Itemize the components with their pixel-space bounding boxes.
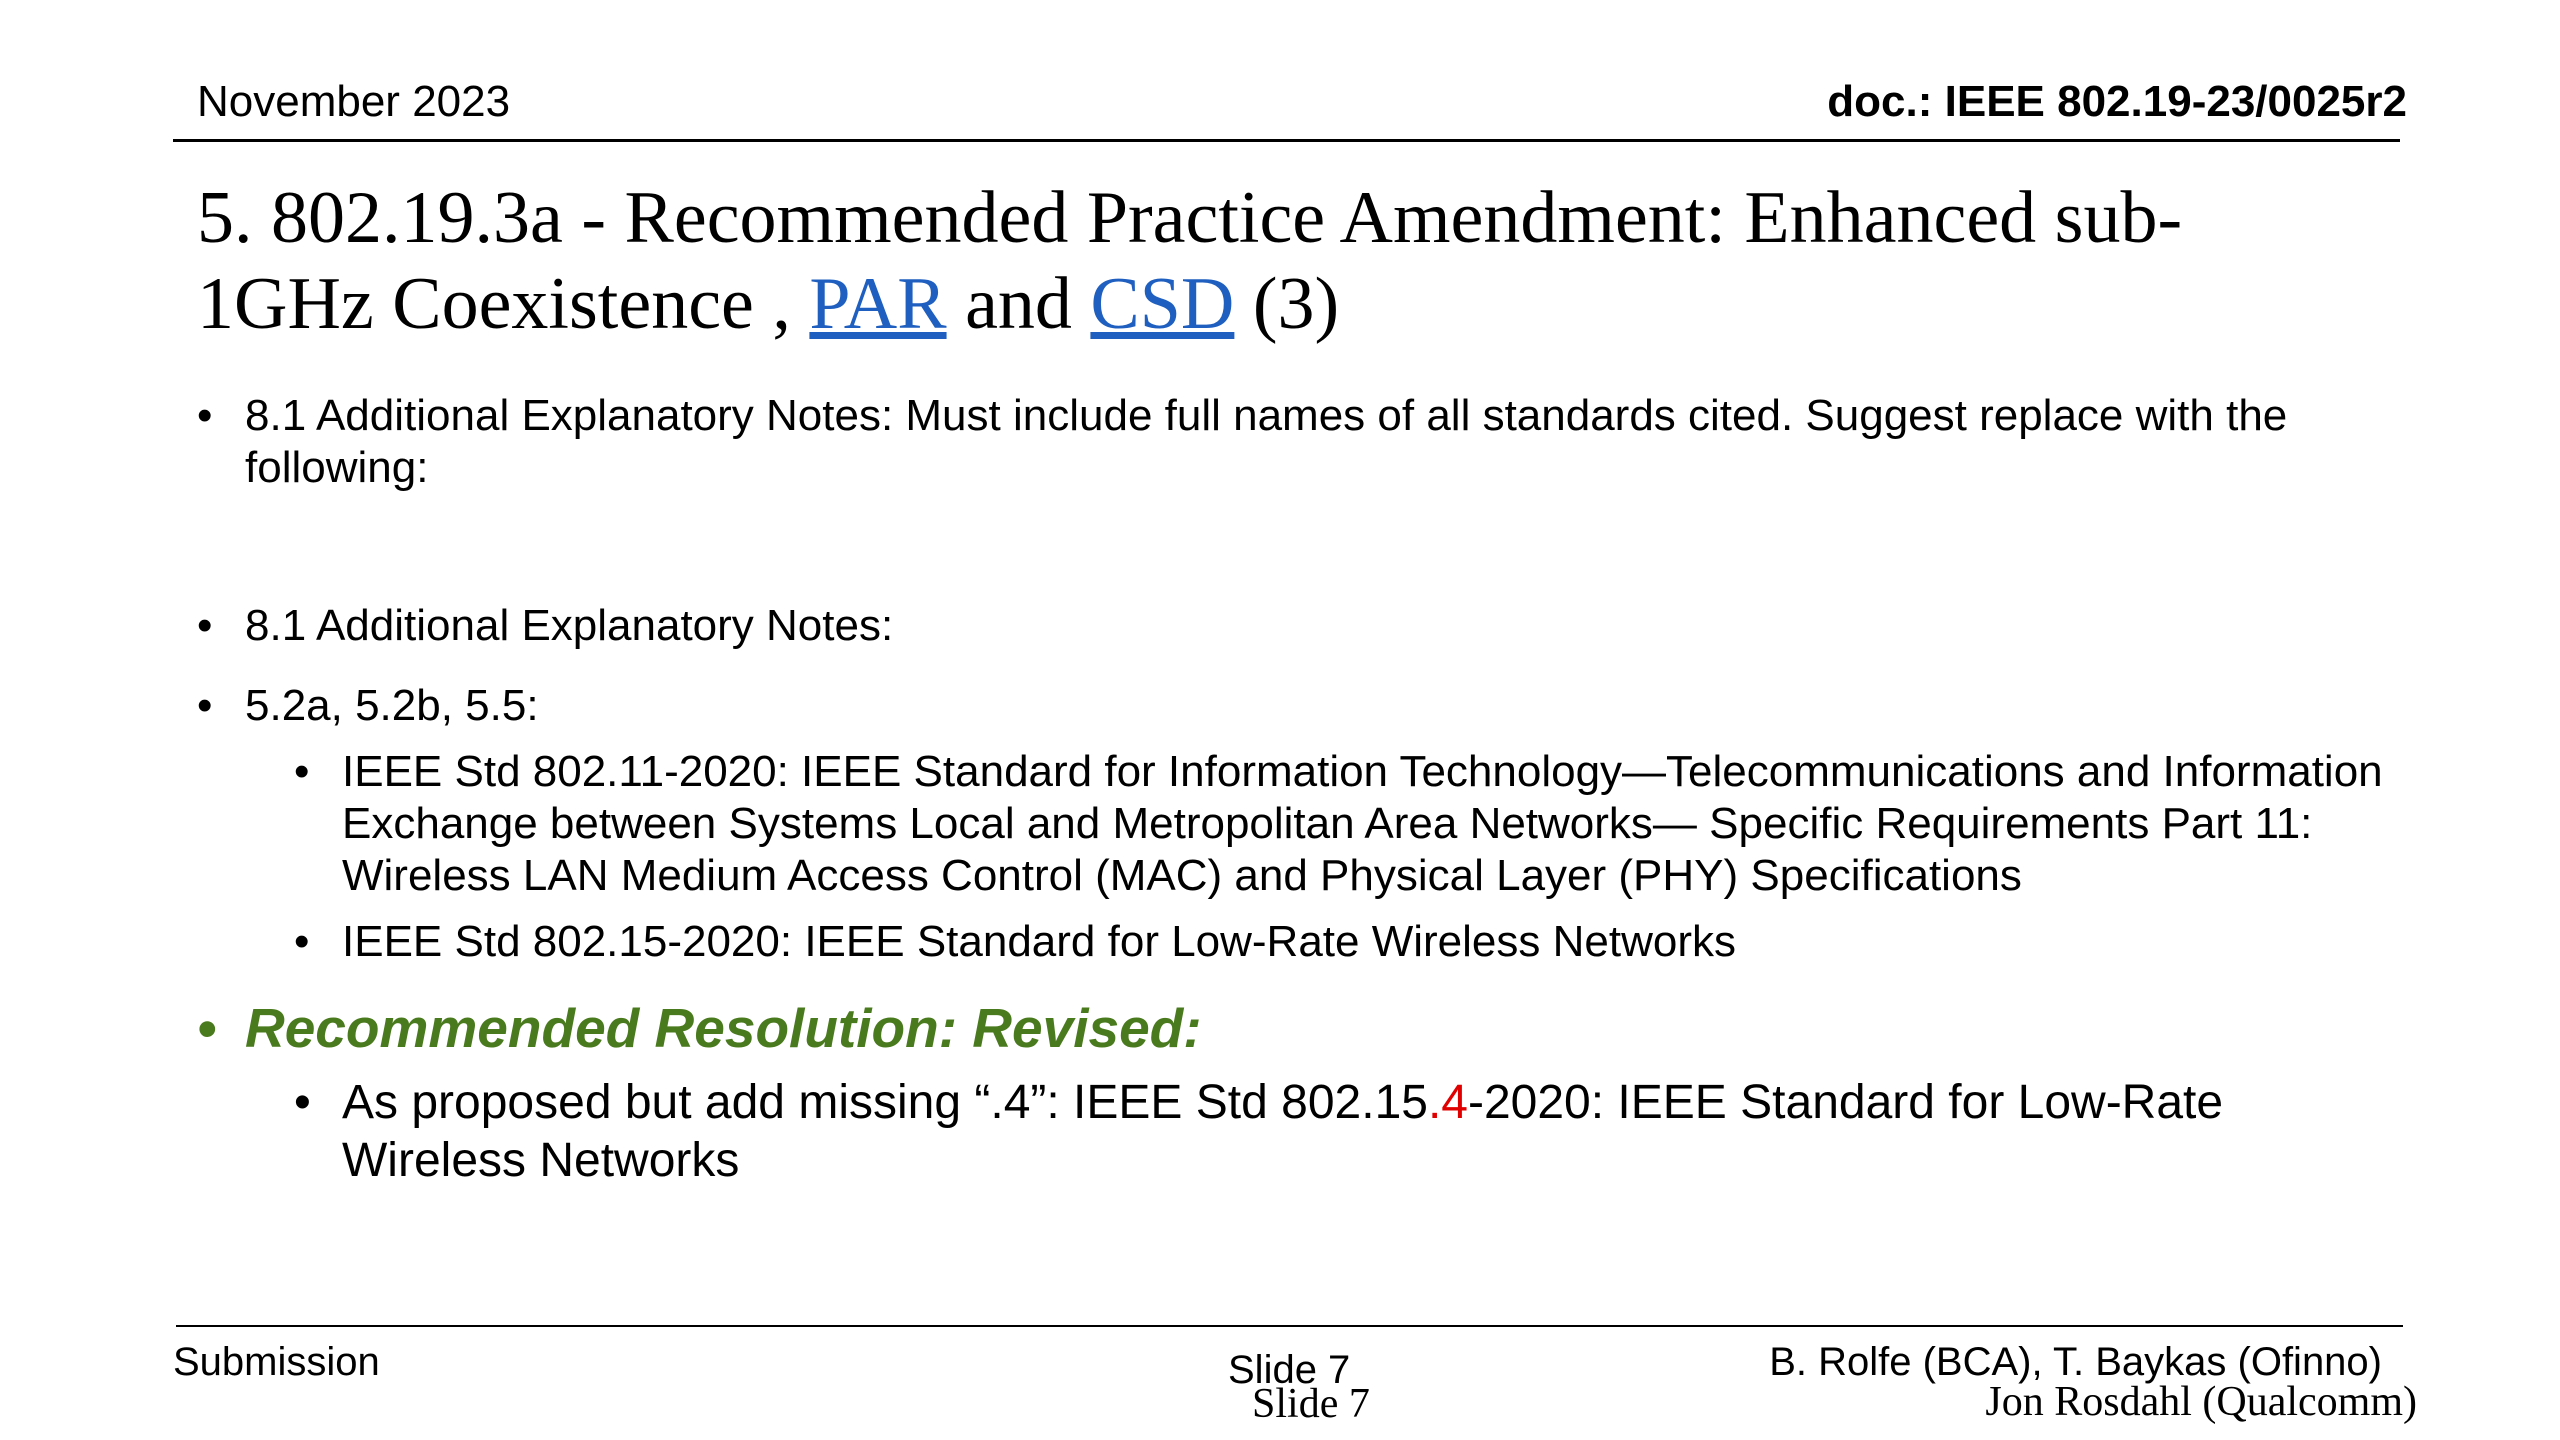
bullet-dot: • — [197, 391, 213, 440]
resolution-heading — [197, 996, 2417, 1060]
resolution-detail-highlight: .4 — [1427, 1076, 1468, 1129]
header-date: November 2023 — [197, 77, 511, 126]
sub-bullet-text: IEEE Std 802.11-2020: IEEE Standard for Information Technology—Telecommunications and Information Exchange between Systems Local and Metropolitan Area Networks— Specific Requirements Part 11: Wireless LAN Medium Access Control (MAC) and Physical Layer (PHY) Specifications — [342, 747, 2383, 900]
bullet-dot: • — [197, 681, 213, 730]
bullet-text: 5.2a, 5.2b, 5.5: — [245, 681, 539, 730]
bullet-item — [197, 390, 2417, 494]
csd-link[interactable]: CSD — [1090, 263, 1235, 345]
bullet-dot: • — [197, 997, 217, 1059]
bullet-dot: • — [294, 1076, 311, 1129]
header-doc-id: doc.: IEEE 802.19-23/0025r2 — [1827, 77, 2407, 126]
footer-author-overlay: Jon Rosdahl (Qualcomm) — [1985, 1379, 2417, 1425]
resolution-text: Recommended Resolution: Revised: — [245, 997, 1202, 1059]
slide-body — [197, 390, 2417, 1190]
bullet-item — [197, 680, 2417, 732]
title-line1: 5. 802.19.3a - Recommended Practice Amendment: Enhanced sub- — [197, 177, 2183, 259]
footer-slide-number: Slide 7 — [1228, 1348, 1351, 1392]
par-link[interactable]: PAR — [809, 263, 947, 345]
bullet-item — [197, 600, 2417, 652]
footer-divider — [176, 1325, 2403, 1327]
footer-submission: Submission — [173, 1340, 380, 1384]
bullet-text: 8.1 Additional Explanatory Notes: Must include full names of all standards cited. Suggest replace with the following: — [245, 391, 2288, 492]
footer-slide-number-overlay: Slide 7 — [1252, 1381, 1370, 1427]
bullet-dot: • — [294, 747, 310, 796]
sub-bullet-item — [197, 916, 2417, 968]
slide-title — [197, 175, 2397, 347]
resolution-detail-post: -2020: IEEE Standard for Low-Rate Wireless Networks — [342, 1076, 2224, 1187]
sub-bullet-text: IEEE Std 802.15-2020: IEEE Standard for Low-Rate Wireless Networks — [342, 917, 1736, 966]
sub-bullet-item — [197, 1074, 2417, 1190]
sub-bullet-item — [197, 746, 2417, 902]
bullet-text: 8.1 Additional Explanatory Notes: — [245, 601, 894, 650]
footer-authors: B. Rolfe (BCA), T. Baykas (Ofinno) — [1769, 1340, 2382, 1384]
resolution-detail-pre: As proposed but add missing “.4”: IEEE Std 802.15 — [342, 1076, 1428, 1129]
header-divider — [173, 139, 2400, 142]
title-line2-prefix: 1GHz Coexistence , — [197, 263, 810, 345]
title-suffix: (3) — [1234, 263, 1340, 345]
bullet-dot: • — [294, 917, 310, 966]
title-and: and — [946, 263, 1091, 345]
bullet-dot: • — [197, 601, 213, 650]
